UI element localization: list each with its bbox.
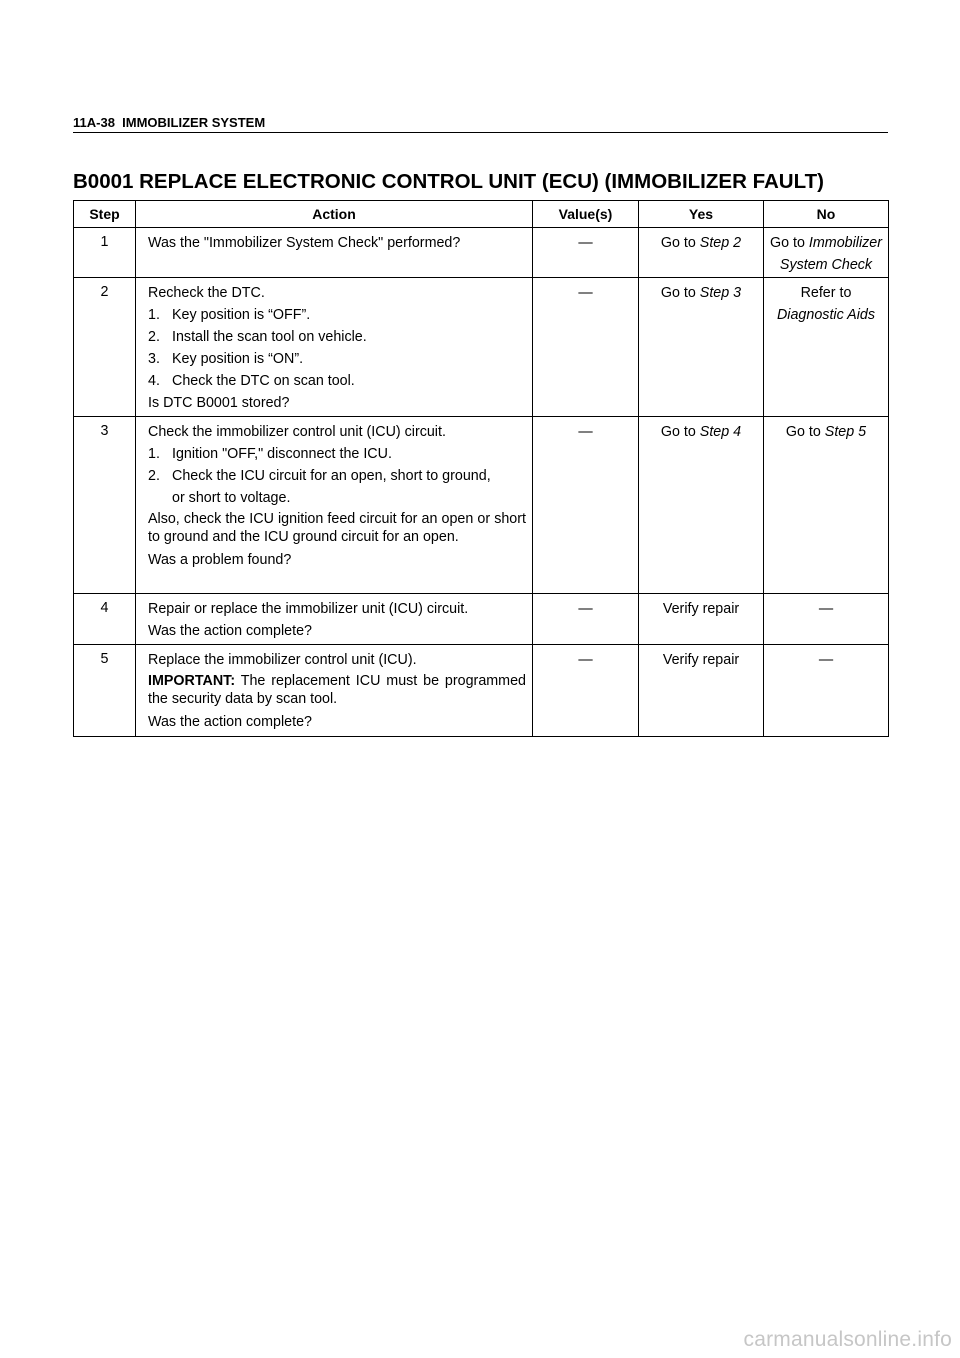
action-question: Was the action complete? — [148, 714, 312, 730]
yes-step-link: Step 3 — [699, 285, 742, 301]
yes-cell — [639, 417, 764, 594]
important-label: IMPORTANT: — [148, 673, 236, 689]
action-question: Was a problem found? — [148, 552, 292, 568]
value-cell: — — [533, 417, 639, 594]
col-header-values: Value(s) — [533, 201, 639, 228]
item-text: Ignition "OFF," disconnect the ICU. — [172, 446, 392, 462]
no-prefix: Go to — [785, 424, 825, 440]
table-row — [74, 645, 889, 737]
no-cell: — — [764, 645, 889, 737]
yes-cell: Verify repair — [639, 645, 764, 737]
action-cell — [136, 278, 533, 417]
no-step-link: Step 5 — [824, 424, 867, 440]
diagnostic-table — [73, 200, 889, 737]
step-number: 2 — [74, 278, 136, 417]
item-number: 4. — [148, 373, 160, 389]
list-item — [148, 304, 526, 326]
action-cell — [136, 228, 533, 278]
yes-prefix: Go to — [660, 424, 700, 440]
action-question: Is DTC B0001 stored? — [148, 395, 290, 411]
action-intro: Recheck the DTC. — [148, 285, 265, 301]
table-row — [74, 278, 889, 417]
step-number: 4 — [74, 594, 136, 645]
item-number: 2. — [148, 329, 160, 345]
important-text: The replacement ICU must be programmed the security data by scan tool. — [148, 673, 526, 707]
action-intro: Repair or replace the immobilizer unit (ICU) circuit. — [148, 601, 469, 617]
no-link-line2: System Check — [779, 257, 873, 273]
list-item — [148, 370, 526, 392]
yes-prefix: Go to — [660, 235, 700, 251]
action-cell — [136, 594, 533, 645]
important-note — [148, 672, 526, 708]
yes-step-link: Step 2 — [699, 235, 742, 251]
step-number: 3 — [74, 417, 136, 594]
watermark-text: carmanualsonline.info — [743, 1328, 952, 1351]
yes-step-link: Step 4 — [699, 424, 742, 440]
item-text: Check the ICU circuit for an open, short to ground, — [172, 468, 491, 484]
col-header-yes: Yes — [639, 201, 764, 228]
no-link: Diagnostic Aids — [776, 307, 875, 323]
yes-cell — [639, 278, 764, 417]
step-number: 1 — [74, 228, 136, 278]
action-cell — [136, 645, 533, 737]
list-item — [148, 465, 526, 487]
no-cell — [764, 417, 889, 594]
list-item — [148, 326, 526, 348]
no-line1: Refer to — [800, 285, 852, 301]
table-row — [74, 594, 889, 645]
table-header-row — [74, 201, 889, 228]
table-row — [74, 228, 889, 278]
action-intro: Replace the immobilizer control unit (ICU). — [148, 652, 417, 668]
list-item — [148, 443, 526, 465]
value-cell: — — [533, 594, 639, 645]
page-header — [73, 115, 888, 133]
section-name: IMMOBILIZER SYSTEM — [122, 115, 266, 130]
col-header-step: Step — [74, 201, 136, 228]
value-cell: — — [533, 278, 639, 417]
no-cell — [764, 278, 889, 417]
list-item — [148, 348, 526, 370]
action-question: Was the "Immobilizer System Check" performed? — [148, 235, 461, 251]
item-number: 1. — [148, 307, 160, 323]
step-number: 5 — [74, 645, 136, 737]
table-row — [74, 417, 889, 594]
col-header-no: No — [764, 201, 889, 228]
page-number: 11A-38 — [73, 115, 115, 130]
item-text: Install the scan tool on vehicle. — [172, 329, 367, 345]
item-text: Key position is “ON”. — [172, 351, 304, 367]
col-header-action: Action — [136, 201, 533, 228]
yes-cell — [639, 228, 764, 278]
action-note: Also, check the ICU ignition feed circuit for an open or short to ground and the ICU ground circuit for an open. — [148, 511, 526, 545]
no-cell: — — [764, 594, 889, 645]
page-title: B0001 REPLACE ELECTRONIC CONTROL UNIT (ECU) (IMMOBILIZER FAULT) — [73, 170, 824, 193]
action-question: Was the action complete? — [148, 623, 312, 639]
value-cell: — — [533, 228, 639, 278]
item-text: Key position is “OFF”. — [172, 307, 311, 323]
item-number: 1. — [148, 446, 160, 462]
item-number: 2. — [148, 468, 160, 484]
item-text: Check the DTC on scan tool. — [172, 373, 355, 389]
action-cell — [136, 417, 533, 594]
no-cell — [764, 228, 889, 278]
yes-prefix: Go to — [660, 285, 700, 301]
no-prefix: Go to — [769, 235, 809, 251]
action-intro: Check the immobilizer control unit (ICU) circuit. — [148, 424, 446, 440]
yes-cell: Verify repair — [639, 594, 764, 645]
item-number: 3. — [148, 351, 160, 367]
list-item-continuation: or short to voltage. — [172, 490, 291, 506]
no-link-line1: Immobilizer — [808, 235, 883, 251]
value-cell: — — [533, 645, 639, 737]
